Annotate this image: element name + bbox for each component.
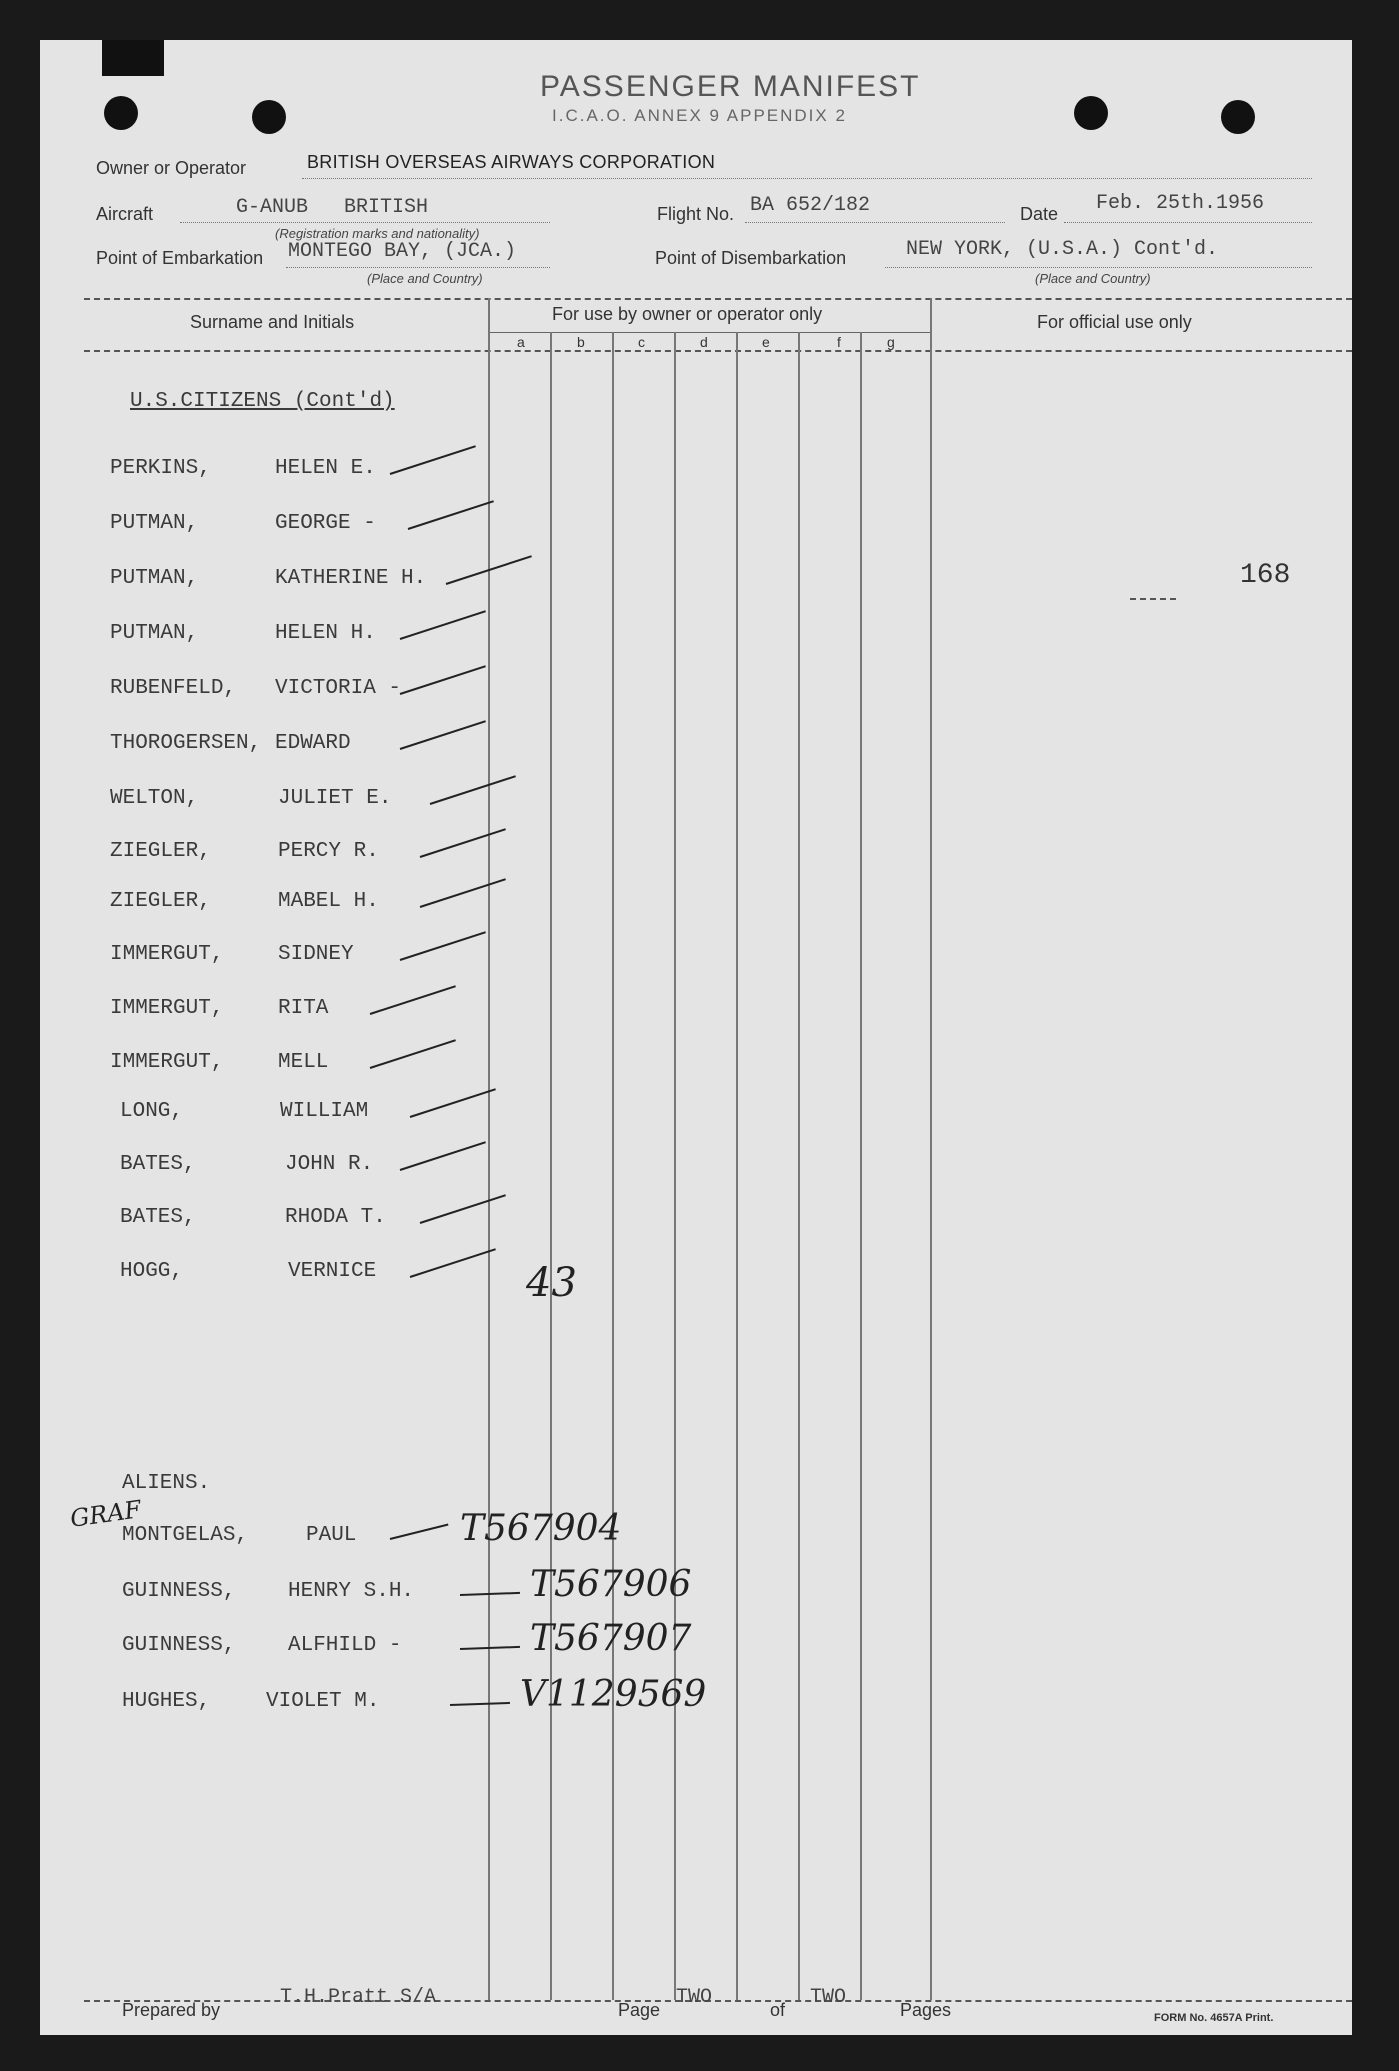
embarkation-value: MONTEGO BAY, (JCA.) [288,240,517,263]
alien-passenger-surname: GUINNESS, [122,1634,236,1657]
col-rule-5 [736,332,738,2000]
alien-passenger-given-names: VIOLET M. [266,1690,380,1713]
us-passenger-surname: IMMERGUT, [110,1051,224,1074]
us-passenger-surname: PUTMAN, [110,512,199,535]
binder-mark [102,40,164,76]
subcol-g: g [887,334,895,350]
embarkation-label: Point of Embarkation [96,248,264,268]
check-mark [408,500,494,530]
col-rule-6 [798,332,800,2000]
passenger-count-note: 43 [526,1260,577,1306]
us-passenger-given-names: MELL [278,1051,329,1074]
aircraft-label: Aircraft [96,204,154,224]
alien-document-number: T567906 [530,1564,692,1605]
us-passenger-surname: LONG, [120,1100,184,1123]
check-mark [400,610,486,640]
aircraft-value: G-ANUB BRITISH [236,196,429,219]
col-rule-8 [930,298,932,2000]
alien-passenger-surname: HUGHES, [122,1690,211,1713]
subcol-e: e [762,334,770,350]
check-mark [410,1248,496,1278]
us-passenger-given-names: RHODA T. [285,1206,386,1229]
us-passenger-given-names: JULIET E. [278,787,392,810]
us-passenger-surname: THOROGERSEN, [110,732,262,755]
us-passenger-surname: IMMERGUT, [110,997,224,1020]
us-passenger-given-names: VICTORIA - [275,677,402,700]
check-mark [420,878,506,908]
col-surname-header: Surname and Initials [190,312,355,332]
us-passenger-surname: HOGG, [120,1260,184,1283]
check-mark [370,985,456,1015]
us-passenger-given-names: GEORGE - [275,512,376,535]
us-passenger-given-names: WILLIAM [280,1100,369,1123]
date-label: Date [1020,204,1059,224]
disembarkation-label: Point of Disembarkation [655,248,847,268]
check-mark [370,1039,456,1069]
us-passenger-given-names: SIDNEY [278,943,354,966]
form-number: FORM No. 4657A Print. [1154,2012,1274,2024]
col-rule-1 [488,298,490,2000]
aircraft-underline [180,222,550,223]
check-mark [390,445,476,475]
aliens-heading: ALIENS. [122,1472,211,1495]
check-mark [400,720,486,750]
us-citizens-heading: U.S.CITIZENS (Cont'd) [130,390,395,413]
embarkation-underline [286,267,550,268]
disembarkation-underline [885,267,1312,268]
prepared-value: T.H.Pratt S/A [280,1986,437,2009]
subcol-a: a [517,334,525,350]
us-passenger-given-names: EDWARD [275,732,351,755]
check-mark [430,775,516,805]
embarkation-note: (Place and Country) [367,271,483,286]
subcol-f: f [837,334,841,350]
col-rule-7 [860,332,862,2000]
check-mark [420,1194,506,1224]
us-passenger-given-names: KATHERINE H. [275,567,427,590]
punch-hole-right-2 [1221,100,1255,134]
us-passenger-surname: RUBENFELD, [110,677,237,700]
col-rule-2 [550,332,552,2000]
alien-passenger-given-names: HENRY S.H. [288,1580,415,1603]
table-top-rule [84,298,1352,300]
of-value: TWO [810,1986,847,2009]
punch-hole-left-1 [104,96,138,130]
owner-value: BRITISH OVERSEAS AIRWAYS CORPORATION [307,152,716,172]
owner-label: Owner or Operator [96,158,247,178]
page-value: TWO [676,1986,713,2009]
dash-mark [390,1524,449,1540]
alien-passenger-surname: GUINNESS, [122,1580,236,1603]
pages-label: Pages [900,2000,952,2020]
flight-value: BA 652/182 [750,194,871,217]
punch-hole-right-1 [1074,96,1108,130]
subcol-rule [488,332,930,333]
alien-document-number: V1129569 [520,1674,707,1715]
alien-prefix-note: GRAF [68,1495,143,1533]
us-passenger-surname: BATES, [120,1153,196,1176]
official-dash-mark [1130,598,1176,600]
us-passenger-given-names: MABEL H. [278,890,379,913]
disembarkation-note: (Place and Country) [1035,271,1151,286]
dash-mark [450,1702,510,1706]
flight-underline [745,222,1005,223]
check-mark [410,1088,496,1118]
col-owner-header: For use by owner or operator only [552,304,823,324]
aircraft-note: (Registration marks and nationality) [275,226,480,241]
subcol-d: d [700,334,708,350]
disembarkation-value: NEW YORK, (U.S.A.) Cont'd. [906,238,1219,261]
date-underline [1064,222,1312,223]
flight-label: Flight No. [657,204,735,224]
check-mark [420,828,506,858]
us-passenger-given-names: HELEN E. [275,457,376,480]
us-passenger-given-names: PERCY R. [278,840,379,863]
us-passenger-surname: PERKINS, [110,457,211,480]
check-mark [400,1141,486,1171]
alien-document-number: T567907 [530,1618,692,1659]
alien-passenger-given-names: PAUL [306,1524,357,1547]
col-official-header: For official use only [1037,312,1192,332]
owner-underline [302,178,1312,179]
col-rule-4 [674,332,676,2000]
punch-hole-left-2 [252,100,286,134]
us-passenger-surname: IMMERGUT, [110,943,224,966]
us-passenger-given-names: JOHN R. [285,1153,374,1176]
check-mark [400,931,486,961]
col-rule-3 [612,332,614,2000]
us-passenger-surname: PUTMAN, [110,567,199,590]
date-value: Feb. 25th.1956 [1096,192,1265,215]
alien-document-number: T567904 [460,1508,622,1549]
us-passenger-given-names: HELEN H. [275,622,376,645]
alien-passenger-surname: MONTGELAS, [122,1524,249,1547]
us-passenger-surname: BATES, [120,1206,196,1229]
prepared-label: Prepared by [122,2000,221,2020]
footer-rule [84,2000,1352,2002]
table-header-rule [84,350,1352,352]
subcol-b: b [577,334,585,350]
alien-passenger-given-names: ALFHILD - [288,1634,402,1657]
us-passenger-surname: WELTON, [110,787,199,810]
of-label: of [770,2000,786,2020]
check-mark [400,665,486,695]
subcol-c: c [638,334,645,350]
page-label: Page [618,2000,661,2020]
us-passenger-given-names: RITA [278,997,329,1020]
form-subtitle: I.C.A.O. ANNEX 9 APPENDIX 2 [552,106,847,125]
form-title: PASSENGER MANIFEST [540,70,921,103]
us-passenger-given-names: VERNICE [288,1260,377,1283]
official-number: 168 [1240,560,1291,591]
manifest-sheet [40,40,1352,2035]
us-passenger-surname: PUTMAN, [110,622,199,645]
us-passenger-surname: ZIEGLER, [110,840,211,863]
us-passenger-surname: ZIEGLER, [110,890,211,913]
